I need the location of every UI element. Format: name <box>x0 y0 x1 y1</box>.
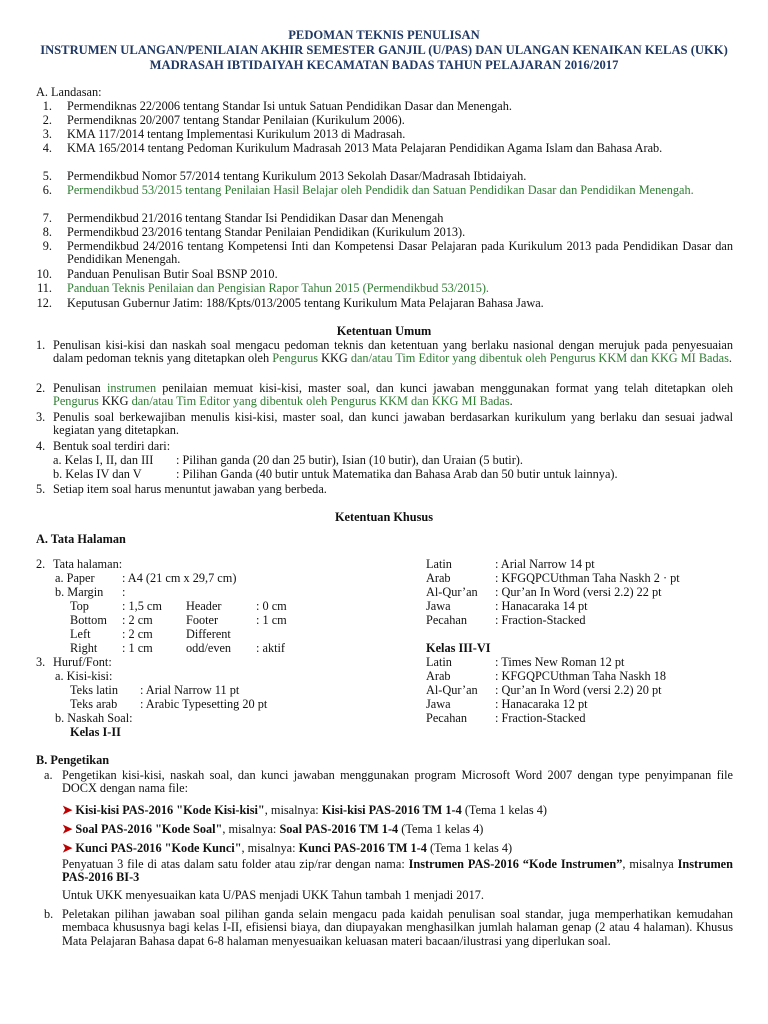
list-number: 9. <box>42 239 52 253</box>
margin-key: Right <box>70 641 98 655</box>
list-number: 11. <box>37 281 52 295</box>
teks-arab-value: : Arabic Typesetting 20 pt <box>140 697 268 711</box>
pengetikan-heading: B. Pengetikan <box>36 753 110 767</box>
list-number: 3. <box>36 655 46 669</box>
list-item: Permendiknas 22/2006 tentang Standar Isi untuk Satuan Pendidikan Dasar dan Menengah. <box>67 99 512 113</box>
font-value: : Fraction-Stacked <box>495 613 586 627</box>
margin-key: Different <box>186 627 231 641</box>
list-item: Penulisan kisi-kisi dan naskah soal mengacu pedoman teknis dan ketentuan yang berlaku nasional dengan merujuk pada penyesuaian dalam pedoman teknis yang ditetapkan oleh Pengurus KKG dan/atau Tim Editor yang dibentuk oleh Pengurus KKM dan KKG MI Badas. <box>53 338 733 366</box>
margin-key: Left <box>70 627 91 641</box>
list-number: b. <box>44 907 54 921</box>
sub-item-value: : Pilihan Ganda (40 butir untuk Matematika dan Bahasa Arab dan 50 butir untuk lainnya). <box>176 467 618 481</box>
list-item: Permendikbud 23/2016 tentang Standar Penilaian Pendidikan (Kurikulum 2013). <box>67 225 466 239</box>
list-number: 3. <box>42 127 52 141</box>
margin-key: odd/even <box>186 641 232 655</box>
list-item: Setiap item soal harus menuntut jawaban yang berbeda. <box>53 482 327 496</box>
list-item: Permendikbud 21/2016 tentang Standar Isi Pendidikan Dasar dan Menengah <box>67 211 444 225</box>
list-item: Pengetikan kisi-kisi, naskah soal, dan kunci jawaban menggunakan program Microsoft Word 2007 dengan type penyimpanan file DOCX dengan nama file: <box>62 768 733 796</box>
font-value: : KFGQPCUthman Taha Naskh 18 <box>495 669 667 683</box>
margin-colon: : <box>122 585 126 599</box>
file-name-item: ➤ Soal PAS-2016 "Kode Soal", misalnya: Soal PAS-2016 TM 1-4 (Tema 1 kelas 4) <box>62 822 484 836</box>
font-key: Arab <box>426 571 451 585</box>
list-number: 7. <box>42 211 52 225</box>
font-value: : Hanacaraka 14 pt <box>495 599 588 613</box>
font-key: Pecahan <box>426 711 467 725</box>
paper-value: : A4 (21 cm x 29,7 cm) <box>122 571 237 585</box>
teks-latin-label: Teks latin <box>70 683 118 697</box>
sub-item-value: : Pilihan ganda (20 dan 25 butir), Isian (10 butir), dan Uraian (5 butir). <box>176 453 523 467</box>
margin-value: : 1,5 cm <box>122 599 162 613</box>
list-item: Permendiknas 20/2007 tentang Standar Penilaian (Kurikulum 2006). <box>67 113 405 127</box>
font-key: Latin <box>426 655 452 669</box>
paper-label: a. Paper <box>55 571 95 585</box>
margin-value: : 2 cm <box>122 627 153 641</box>
font-key: Pecahan <box>426 613 467 627</box>
list-item: KMA 165/2014 tentang Pedoman Kurikulum Madrasah 2013 Mata Pelajaran Pendidikan Agama Islam dan Bahasa Arab. <box>67 141 663 155</box>
kisi-label: a. Kisi-kisi: <box>55 669 113 683</box>
font-key: Al-Qur’an <box>426 683 478 697</box>
list-number: 2. <box>36 381 46 395</box>
list-item: Penulis soal berkewajiban menulis kisi-kisi, master soal, dan kunci jawaban berdasarkan kurikulum yang berlaku dan sesuai jadwal kegiatan yang ditetapkan. <box>53 410 733 438</box>
list-number: a. <box>44 768 53 782</box>
list-number: 10. <box>36 267 52 281</box>
list-item: Keputusan Gubernur Jatim: 188/Kpts/013/2005 tentang Kurikulum Mata Pelajaran Bahasa Jawa. <box>67 296 544 310</box>
teks-arab-label: Teks arab <box>70 697 118 711</box>
list-number: 6. <box>42 183 52 197</box>
tata-label: Tata halaman: <box>53 557 123 571</box>
margin-label: b. Margin <box>55 585 104 599</box>
font-key: Latin <box>426 557 452 571</box>
list-number: 4. <box>42 141 52 155</box>
teks-latin-value: : Arial Narrow 11 pt <box>140 683 240 697</box>
font-value: : Hanacaraka 12 pt <box>495 697 588 711</box>
list-number: 12. <box>36 296 52 310</box>
margin-key: Bottom <box>70 613 107 627</box>
list-number: 1. <box>36 338 46 352</box>
font-key: Jawa <box>426 697 451 711</box>
margin-value: : 0 cm <box>256 599 287 613</box>
kelas-3-6-heading: Kelas III-VI <box>426 641 491 655</box>
penyatuan-text: Penyatuan 3 file di atas dalam satu folder atau zip/rar dengan nama: Instrumen PAS-2016 “Kode Instrumen”, misalnya Instrumen PAS-2016 BI-3 <box>62 857 733 885</box>
font-key: Jawa <box>426 599 451 613</box>
font-key: Al-Qur’an <box>426 585 478 599</box>
naskah-label: b. Naskah Soal: <box>55 711 133 725</box>
font-value: : Qur’an In Word (versi 2.2) 20 pt <box>495 683 662 697</box>
landasan-heading: A. Landasan: <box>36 85 102 99</box>
list-item: Penulisan instrumen penilaian memuat kisi-kisi, master soal, dan kunci jawaban menggunakan format yang telah ditetapkan oleh Pengurus KKG dan/atau Tim Editor yang dibentuk oleh Pengurus KKM dan KKG MI Badas. <box>53 381 733 409</box>
list-number: 5. <box>42 169 52 183</box>
arrow-icon: ➤ <box>62 803 73 817</box>
list-item: Bentuk soal terdiri dari: <box>53 439 171 453</box>
doc-title: PEDOMAN TEKNIS PENULISAN <box>288 28 480 42</box>
sub-item-label: b. Kelas IV dan V <box>53 467 142 481</box>
margin-value: : 1 cm <box>256 613 287 627</box>
margin-value: : aktif <box>256 641 286 655</box>
section-heading-khusus: Ketentuan Khusus <box>334 510 434 524</box>
margin-value: : 1 cm <box>122 641 153 655</box>
list-number: 2. <box>36 557 46 571</box>
sub-item-label: a. Kelas I, II, dan III <box>53 453 154 467</box>
margin-key: Header <box>186 599 222 613</box>
list-item: KMA 117/2014 tentang Implementasi Kurikulum 2013 di Madrasah. <box>67 127 406 141</box>
kelas-1-2-heading: Kelas I-II <box>70 725 121 739</box>
tata-halaman-heading: A. Tata Halaman <box>36 532 126 546</box>
font-value: : Times New Roman 12 pt <box>495 655 625 669</box>
list-item: Permendikbud Nomor 57/2014 tentang Kurikulum 2013 Sekolah Dasar/Madrasah Ibtidaiyah. <box>67 169 527 183</box>
list-item: Panduan Teknis Penilaian dan Pengisian Rapor Tahun 2015 (Permendikbud 53/2015). <box>67 281 490 295</box>
font-label: Huruf/Font: <box>53 655 112 669</box>
margin-key: Top <box>70 599 89 613</box>
margin-key: Footer <box>186 613 219 627</box>
list-number: 3. <box>36 410 46 424</box>
margin-value: : 2 cm <box>122 613 153 627</box>
font-value: : Qur’an In Word (versi 2.2) 22 pt <box>495 585 662 599</box>
list-number: 8. <box>42 225 52 239</box>
list-item: Peletakan pilihan jawaban soal pilihan ganda selain mengacu pada kaidah penulisan soal standar, juga memperhatikan kemudahan membaca khususnya bagi kelas I-II, efisiensi biaya, dan diupayakan menghasilkan jumlah halaman genap (2 atau 4 halaman). Khusus Mata Pelajaran Bahasa dapat 6-8 halaman menyesuaikan keluasan materi bacaan/ilustrasi yang diperlukan soal. <box>62 907 733 948</box>
list-number: 5. <box>36 482 46 496</box>
list-item: Permendikbud 53/2015 tentang Penilaian Hasil Belajar oleh Pendidik dan Satuan Pendidikan Dasar dan Pendidikan Menengah. <box>67 183 694 197</box>
font-key: Arab <box>426 669 451 683</box>
doc-subtitle-2: MADRASAH IBTIDAIYAH KECAMATAN BADAS TAHUN PELAJARAN 2016/2017 <box>149 58 619 72</box>
list-item: Permendikbud 24/2016 tentang Kompetensi Inti dan Kompetensi Dasar Pelajaran pada Kurikulum 2013 pada Pendidikan Dasar dan Pendidikan Menengah. <box>67 239 733 267</box>
list-item: Panduan Penulisan Butir Soal BSNP 2010. <box>67 267 278 281</box>
doc-subtitle: INSTRUMEN ULANGAN/PENILAIAN AKHIR SEMESTER GANJIL (U/PAS) DAN ULANGAN KENAIKAN KELAS (UKK) <box>40 43 728 57</box>
file-name-item: ➤ Kunci PAS-2016 "Kode Kunci", misalnya: Kunci PAS-2016 TM 1-4 (Tema 1 kelas 4) <box>62 841 513 855</box>
list-number: 2. <box>42 113 52 127</box>
list-number: 1. <box>42 99 52 113</box>
arrow-icon: ➤ <box>62 841 73 855</box>
section-heading-umum: Ketentuan Umum <box>336 324 432 338</box>
ukk-note: Untuk UKK menyesuaikan kata U/PAS menjadi UKK Tahun tambah 1 menjadi 2017. <box>62 888 484 902</box>
font-value: : KFGQPCUthman Taha Naskh 2 · pt <box>495 571 680 585</box>
arrow-icon: ➤ <box>62 822 73 836</box>
list-number: 4. <box>36 439 46 453</box>
font-value: : Fraction-Stacked <box>495 711 586 725</box>
file-name-item: ➤ Kisi-kisi PAS-2016 "Kode Kisi-kisi", misalnya: Kisi-kisi PAS-2016 TM 1-4 (Tema 1 kelas 4) <box>62 803 547 817</box>
font-value: : Arial Narrow 14 pt <box>495 557 595 571</box>
